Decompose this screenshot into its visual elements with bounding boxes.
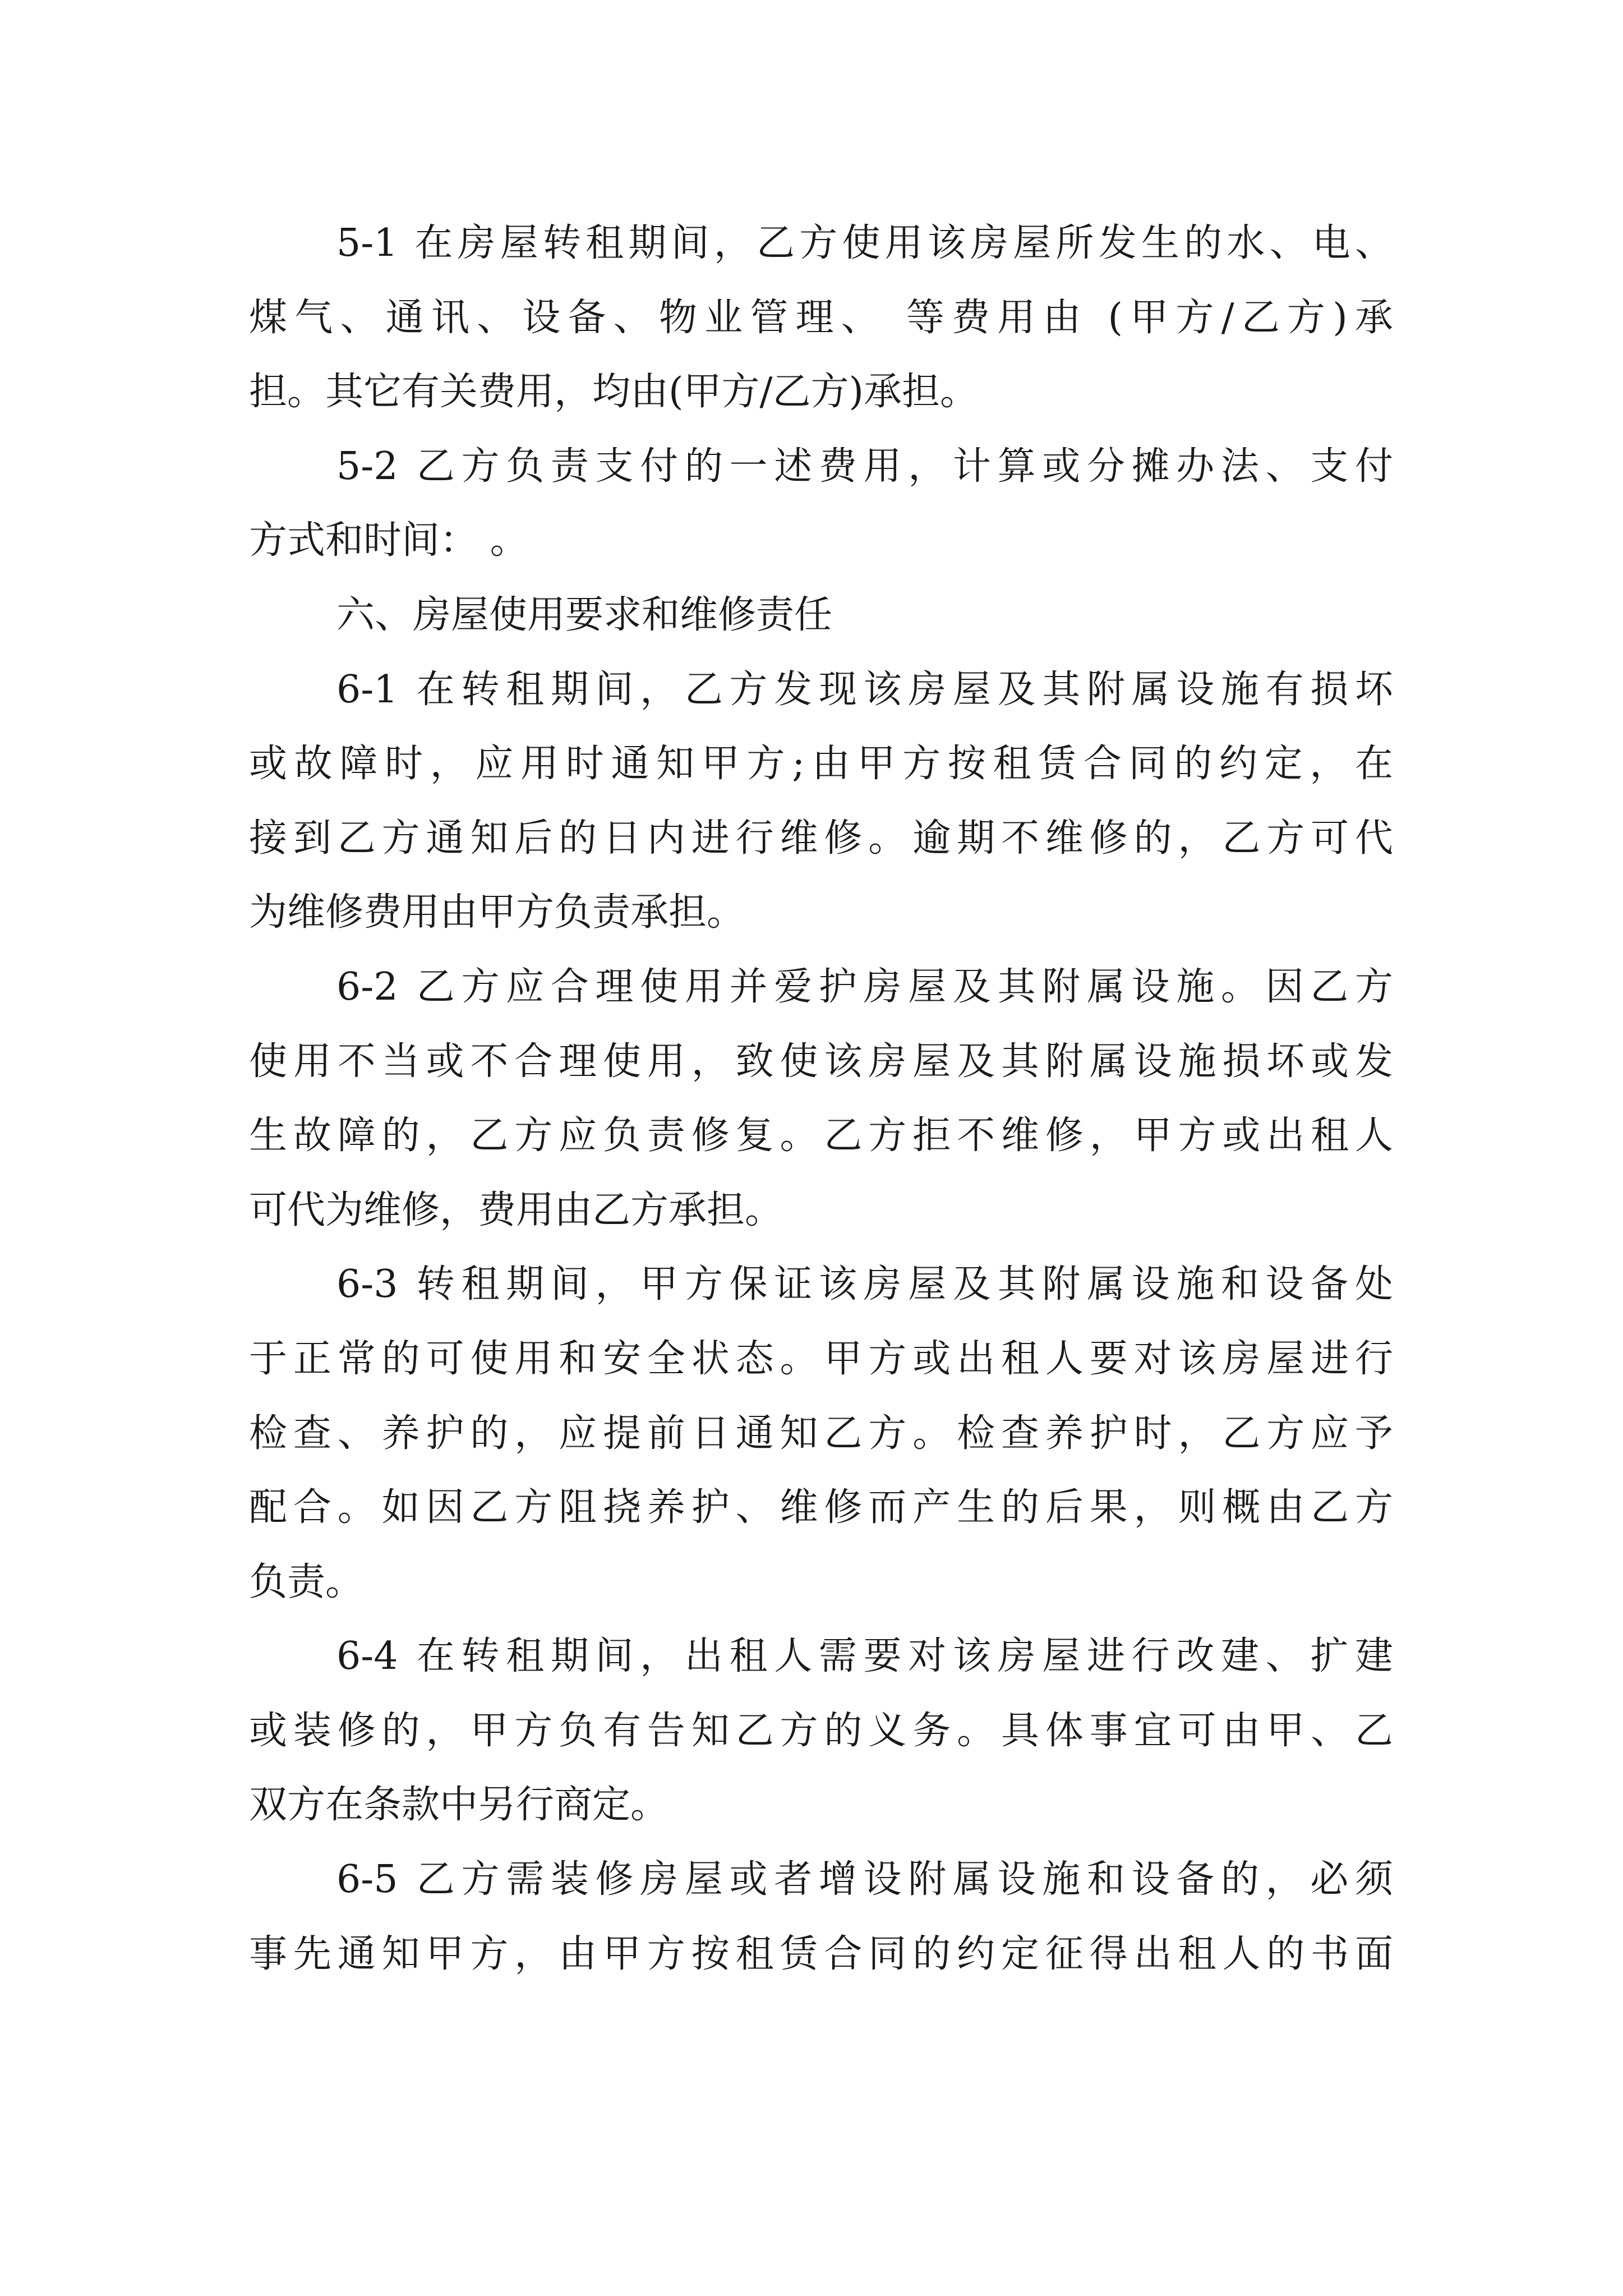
paragraph-6-5-line-1: 6-5 乙方需装修房屋或者增设附属设施和设备的，必须 bbox=[336, 1857, 1393, 1902]
paragraph-6-1-line-4: 为维修费用由甲方负责承担。 bbox=[249, 890, 745, 935]
paragraph-6-5-line-2: 事先通知甲方，由甲方按租赁合同的约定征得出租人的书面 bbox=[249, 1931, 1393, 1976]
paragraph-6-1-line-2: 或故障时，应用时通知甲方;由甲方按租赁合同的约定，在 bbox=[249, 742, 1393, 786]
section-heading-6: 六、房屋使用要求和维修责任 bbox=[336, 592, 833, 637]
paragraph-6-3-line-1: 6-3 转租期间，甲方保证该房屋及其附属设施和设备处 bbox=[336, 1262, 1393, 1307]
paragraph-5-1-line-1: 5-1 在房屋转租期间，乙方使用该房屋所发生的水、电、 bbox=[336, 221, 1393, 265]
paragraph-6-1-line-1: 6-1 在转租期间，乙方发现该房屋及其附属设施有损坏 bbox=[336, 667, 1393, 712]
paragraph-5-1-line-2: 煤气、通讯、设备、物业管理、 等费用由 (甲方/乙方)承 bbox=[249, 295, 1393, 340]
document-body bbox=[249, 206, 1393, 1991]
paragraph-6-2-line-1: 6-2 乙方应合理使用并爱护房屋及其附属设施。因乙方 bbox=[336, 964, 1393, 1009]
paragraph-6-4-line-3: 双方在条款中另行商定。 bbox=[249, 1783, 669, 1828]
paragraph-6-2-line-2: 使用不当或不合理使用，致使该房屋及其附属设施损坏或发 bbox=[249, 1039, 1393, 1084]
paragraph-5-2-line-1: 5-2 乙方负责支付的一述费用，计算或分摊办法、支付 bbox=[336, 444, 1393, 489]
paragraph-6-4-line-1: 6-4 在转租期间，出租人需要对该房屋进行改建、扩建 bbox=[336, 1634, 1393, 1679]
paragraph-6-2-line-4: 可代为维修，费用由乙方承担。 bbox=[249, 1188, 783, 1232]
paragraph-6-1-line-3: 接到乙方通知后的日内进行维修。逾期不维修的，乙方可代 bbox=[249, 816, 1393, 861]
paragraph-6-3-line-3: 检查、养护的，应提前日通知乙方。检查养护时，乙方应予 bbox=[249, 1411, 1393, 1456]
paragraph-5-1-line-3: 担。其它有关费用，均由(甲方/乙方)承担。 bbox=[249, 370, 978, 415]
paragraph-6-4-line-2: 或装修的，甲方负有告知乙方的义务。具体事宜可由甲、乙 bbox=[249, 1708, 1393, 1753]
paragraph-6-3-line-5: 负责。 bbox=[249, 1559, 364, 1604]
paragraph-5-2-line-2: 方式和时间： 。 bbox=[249, 518, 528, 563]
paragraph-6-3-line-4: 配合。如因乙方阻挠养护、维修而产生的后果，则概由乙方 bbox=[249, 1485, 1393, 1530]
paragraph-6-2-line-3: 生故障的，乙方应负责修复。乙方拒不维修，甲方或出租人 bbox=[249, 1114, 1393, 1158]
paragraph-6-3-line-2: 于正常的可使用和安全状态。甲方或出租人要对该房屋进行 bbox=[249, 1336, 1393, 1381]
